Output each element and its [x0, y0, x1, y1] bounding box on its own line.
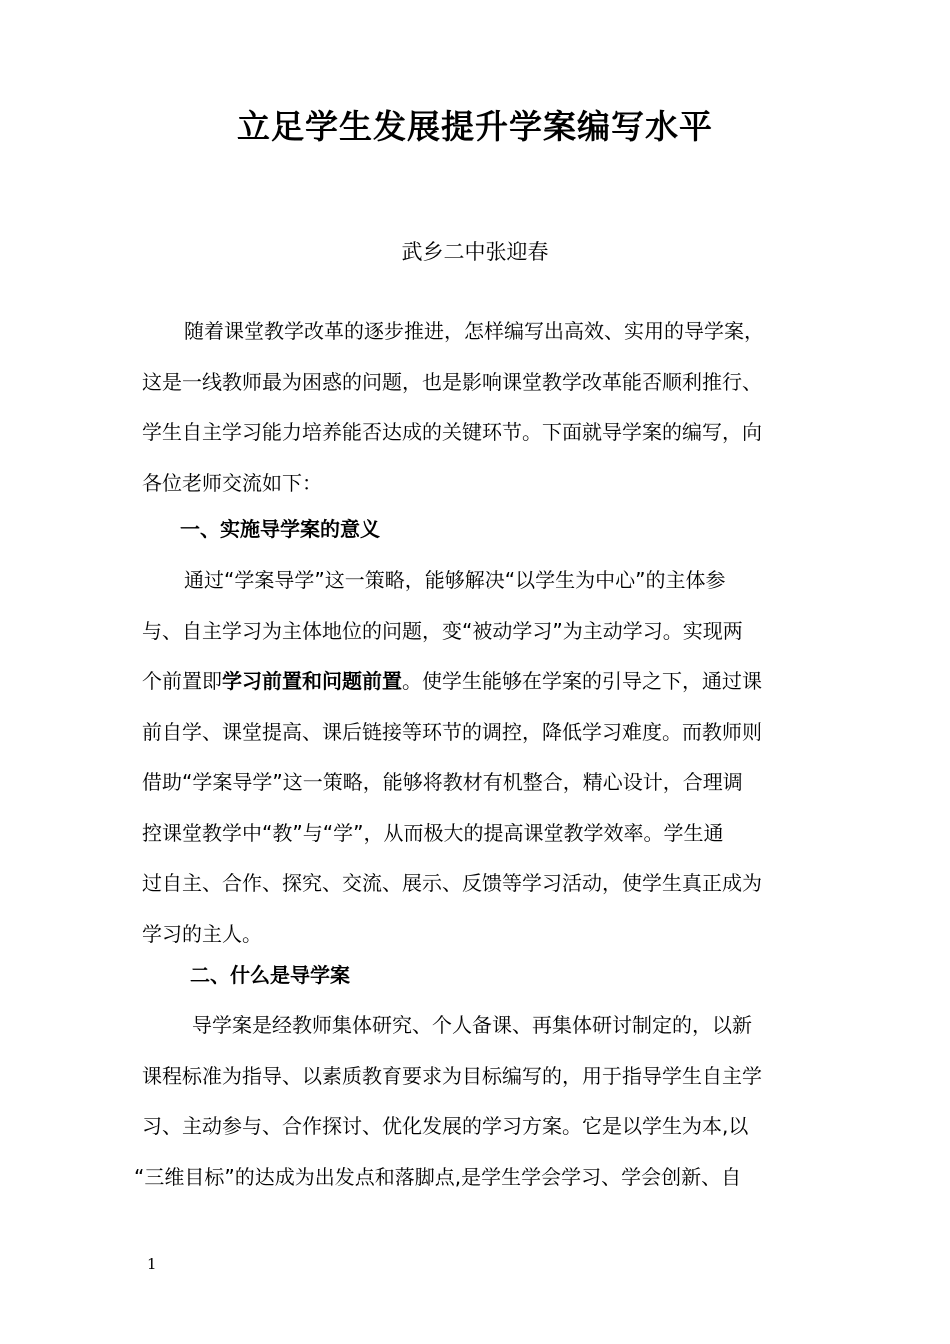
section-heading-2: 二、什么是导学案: [190, 963, 350, 987]
paragraph-line: 过自主、合作、探究、交流、展示、反馈等学习活动，使学生真正成为: [142, 871, 762, 895]
paragraph-line: [142, 656, 812, 707]
text-run: 个前置即: [142, 669, 222, 693]
bold-text-run: 学习前置和问题前置: [222, 669, 402, 693]
paragraph-line: 前自学、课堂提高、课后链接等环节的调控，降低学习难度。而教师则: [142, 719, 762, 744]
text-run: 。使学生能够在学案的引导之下，通过课: [402, 669, 762, 693]
paragraph-line: 随着课堂教学改革的逐步推进，怎样编写出高效、实用的导学案，: [184, 319, 764, 343]
paragraph-line: 学习的主人。: [142, 921, 262, 946]
paragraph-line: 导学案是经教师集体研究、个人备课、再集体研讨制定的，以新: [192, 1013, 752, 1037]
paragraph-line: 借助“学案导学”这一策略，能够将教材有机整合，精心设计，合理调: [142, 770, 743, 794]
paragraph-definition: [134, 1000, 812, 1202]
paragraph-line: 习、主动参与、合作探讨、优化发展的学习方案。它是以学生为本,以: [142, 1114, 749, 1138]
paragraph-line: 通过“学案导学”这一策略，能够解决“以学生为中心”的主体参: [184, 568, 726, 592]
paragraph-significance: [142, 555, 812, 959]
paragraph-line: 与、自主学习为主体地位的问题，变“被动学习”为主动学习。实现两: [142, 618, 743, 643]
page-number: 1: [147, 1255, 157, 1273]
paragraph-line: 这是一线教师最为困惑的问题，也是影响课堂教学改革能否顺利推行、: [142, 369, 762, 394]
paragraph-line: 学生自主学习能力培养能否达成的关键环节。下面就导学案的编写，向: [142, 420, 762, 444]
document-author: 武乡二中张迎春: [401, 240, 549, 264]
document-title: 立足学生发展提升学案编写水平: [237, 107, 713, 146]
paragraph-line: 各位老师交流如下：: [142, 470, 322, 495]
paragraph-intro: [142, 306, 812, 508]
paragraph-line: 课程标准为指导、以素质教育要求为目标编写的，用于指导学生自主学: [142, 1063, 762, 1088]
section-heading-1: 一、实施导学案的意义: [180, 517, 380, 541]
paragraph-line: 控课堂教学中“教”与“学”，从而极大的提高课堂教学效率。学生通: [142, 820, 724, 845]
paragraph-line: “三维目标”的达成为出发点和落脚点,是学生学会学习、学会创新、自: [134, 1164, 742, 1189]
